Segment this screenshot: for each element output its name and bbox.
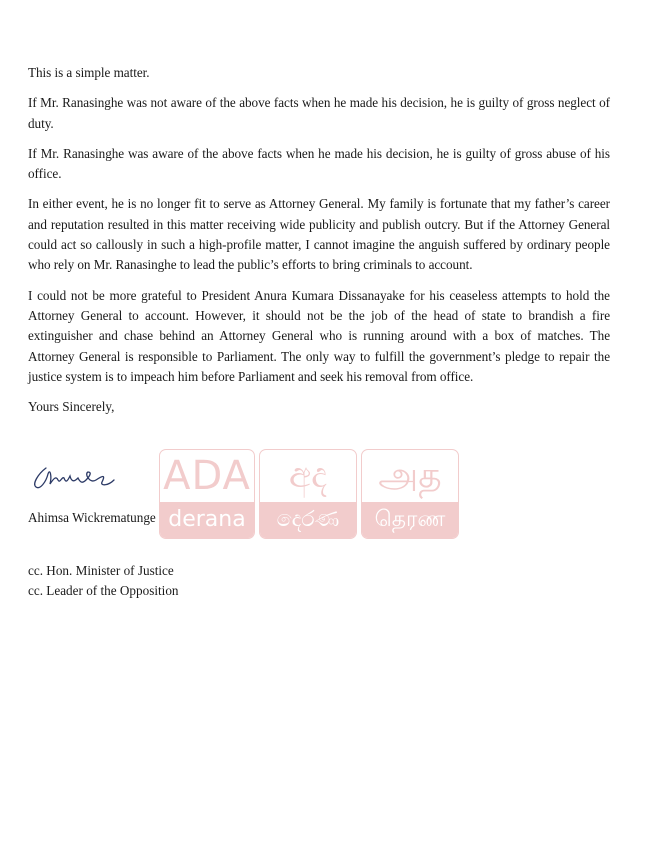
watermark-sinhala-top: අද xyxy=(288,455,328,496)
paragraph-1: This is a simple matter. xyxy=(28,65,150,80)
handwritten-signature xyxy=(28,454,128,494)
signature-drawing xyxy=(28,454,128,494)
signer-name: Ahimsa Wickrematunge xyxy=(28,510,156,525)
paragraph-4: In either event, he is no longer fit to serve as Attorney General. My family is fortunate that my father’s career and reputation resulted in this matter receiving wide publicity and publish outcry. But if the Attorney General could act so callously in such a high-profile matter, I cannot imagine the anguish suffered by ordinary people who rely on Mr. Ranasinghe to lead the public’s efforts to bring criminals to account. xyxy=(28,196,610,273)
watermark-ada-text: ADA xyxy=(163,453,251,499)
paragraph-5: I could not be more grateful to President Anura Kumara Dissanayake for his ceaseless attempts to hold the Attorney General to account. However, it should not be the job of the head of state to brandish a fire extinguisher and chase behind an Attorney General who is running around with a box of matches. The Attorney General is responsible to Parliament. The only way to fulfill the government’s pledge to repair the justice system is to impeach him before Parliament and seek his removal from office. xyxy=(28,287,610,384)
cc-item: cc. Hon. Minister of Justice xyxy=(28,563,174,578)
tamil-watermark-logo xyxy=(361,449,459,539)
watermark-tamil-top: அத xyxy=(378,455,442,496)
paragraph-3: If Mr. Ranasinghe was aware of the above facts when he made his decision, he is guilty of gross abuse of his office. xyxy=(28,145,610,182)
watermark-sinhala-bottom: දෙරණ xyxy=(260,502,356,538)
closing-salutation: Yours Sincerely, xyxy=(28,399,115,415)
cc-item: cc. Leader of the Opposition xyxy=(28,583,179,598)
sinhala-watermark-logo xyxy=(259,449,357,539)
watermark-tamil-bottom: தெரண xyxy=(362,502,458,538)
paragraph-2: If Mr. Ranasinghe was not aware of the above facts when he made his decision, he is guilty of gross neglect of duty. xyxy=(28,95,610,131)
cc-list xyxy=(28,561,179,601)
watermark-derana-text: derana xyxy=(160,502,254,538)
ada-derana-watermark-logo xyxy=(159,449,255,539)
letter-body xyxy=(28,63,610,417)
